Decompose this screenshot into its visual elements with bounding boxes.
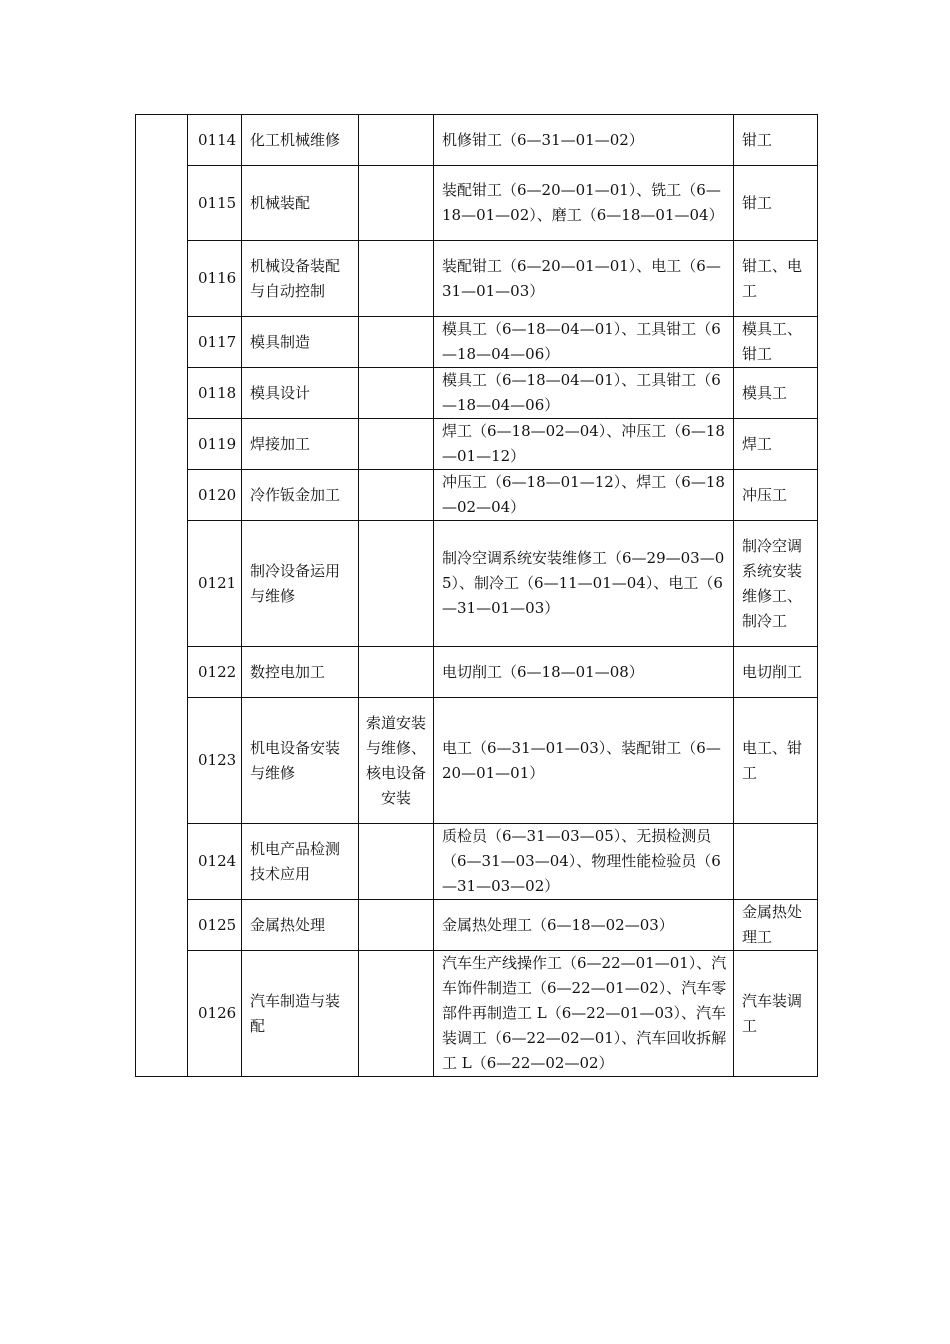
certificate: 制冷空调系统安装维修工、制冷工 — [734, 521, 818, 647]
related-occupations: 冲压工（6—18—01—12）、焊工（6—18—02—04） — [434, 470, 734, 521]
major-name: 制冷设备运用与维修 — [242, 521, 359, 647]
major-direction — [359, 368, 434, 419]
related-occupations: 焊工（6—18—02—04）、冲压工（6—18—01—12） — [434, 419, 734, 470]
table-row — [136, 647, 818, 698]
major-direction: 索道安装与维修、核电设备安装 — [359, 698, 434, 824]
major-name: 焊接加工 — [242, 419, 359, 470]
major-code: 0124 — [188, 824, 242, 900]
major-code: 0117 — [188, 317, 242, 368]
table-row — [136, 521, 818, 647]
major-code: 0125 — [188, 900, 242, 951]
category-cell — [136, 115, 188, 1077]
occupation-table — [135, 114, 818, 1077]
major-direction — [359, 470, 434, 521]
major-direction — [359, 419, 434, 470]
major-direction — [359, 115, 434, 166]
related-occupations: 金属热处理工（6—18—02—03） — [434, 900, 734, 951]
major-direction — [359, 900, 434, 951]
table-row — [136, 698, 818, 824]
major-name: 模具设计 — [242, 368, 359, 419]
certificate: 电切削工 — [734, 647, 818, 698]
certificate: 金属热处理工 — [734, 900, 818, 951]
major-direction — [359, 166, 434, 241]
table-row — [136, 470, 818, 521]
major-direction — [359, 647, 434, 698]
major-name: 机械设备装配与自动控制 — [242, 241, 359, 317]
major-name: 机电设备安装与维修 — [242, 698, 359, 824]
major-direction — [359, 521, 434, 647]
major-code: 0120 — [188, 470, 242, 521]
related-occupations: 模具工（6—18—04—01）、工具钳工（6—18—04—06） — [434, 317, 734, 368]
certificate: 模具工 — [734, 368, 818, 419]
major-code: 0123 — [188, 698, 242, 824]
certificate: 钳工 — [734, 115, 818, 166]
table-row — [136, 368, 818, 419]
related-occupations: 装配钳工（6—20—01—01）、电工（6—31—01—03） — [434, 241, 734, 317]
table-row — [136, 951, 818, 1077]
table-row — [136, 166, 818, 241]
major-code: 0122 — [188, 647, 242, 698]
table-row — [136, 241, 818, 317]
related-occupations: 模具工（6—18—04—01）、工具钳工（6—18—04—06） — [434, 368, 734, 419]
certificate: 电工、钳工 — [734, 698, 818, 824]
certificate: 模具工、钳工 — [734, 317, 818, 368]
major-name: 金属热处理 — [242, 900, 359, 951]
major-code: 0119 — [188, 419, 242, 470]
related-occupations: 装配钳工（6—20—01—01）、铣工（6—18—01—02）、磨工（6—18—01—04） — [434, 166, 734, 241]
major-name: 机电产品检测技术应用 — [242, 824, 359, 900]
related-occupations: 电切削工（6—18—01—08） — [434, 647, 734, 698]
major-direction — [359, 317, 434, 368]
major-code: 0114 — [188, 115, 242, 166]
certificate: 钳工、电工 — [734, 241, 818, 317]
major-code: 0121 — [188, 521, 242, 647]
major-direction — [359, 951, 434, 1077]
table-row — [136, 115, 818, 166]
table-row — [136, 824, 818, 900]
major-direction — [359, 241, 434, 317]
related-occupations: 质检员（6—31—03—05）、无损检测员（6—31—03—04）、物理性能检验员（6—31—03—02） — [434, 824, 734, 900]
certificate: 焊工 — [734, 419, 818, 470]
major-code: 0115 — [188, 166, 242, 241]
related-occupations: 汽车生产线操作工（6—22—01—01）、汽车饰件制造工（6—22—01—02）、汽车零部件再制造工 L（6—22—01—03）、汽车装调工（6—22—02—01）、汽车回收拆解工 L（6—22—02—02） — [434, 951, 734, 1077]
related-occupations: 制冷空调系统安装维修工（6—29—03—05）、制冷工（6—11—01—04）、电工（6—31—01—03） — [434, 521, 734, 647]
major-name: 汽车制造与装配 — [242, 951, 359, 1077]
major-name: 机械装配 — [242, 166, 359, 241]
certificate — [734, 824, 818, 900]
table-row — [136, 900, 818, 951]
table-row — [136, 419, 818, 470]
certificate: 汽车装调工 — [734, 951, 818, 1077]
major-code: 0126 — [188, 951, 242, 1077]
related-occupations: 电工（6—31—01—03）、装配钳工（6—20—01—01） — [434, 698, 734, 824]
major-code: 0118 — [188, 368, 242, 419]
major-name: 化工机械维修 — [242, 115, 359, 166]
major-code: 0116 — [188, 241, 242, 317]
certificate: 冲压工 — [734, 470, 818, 521]
related-occupations: 机修钳工（6—31—01—02） — [434, 115, 734, 166]
major-name: 数控电加工 — [242, 647, 359, 698]
major-name: 冷作钣金加工 — [242, 470, 359, 521]
table-row — [136, 317, 818, 368]
major-name: 模具制造 — [242, 317, 359, 368]
certificate: 钳工 — [734, 166, 818, 241]
major-direction — [359, 824, 434, 900]
